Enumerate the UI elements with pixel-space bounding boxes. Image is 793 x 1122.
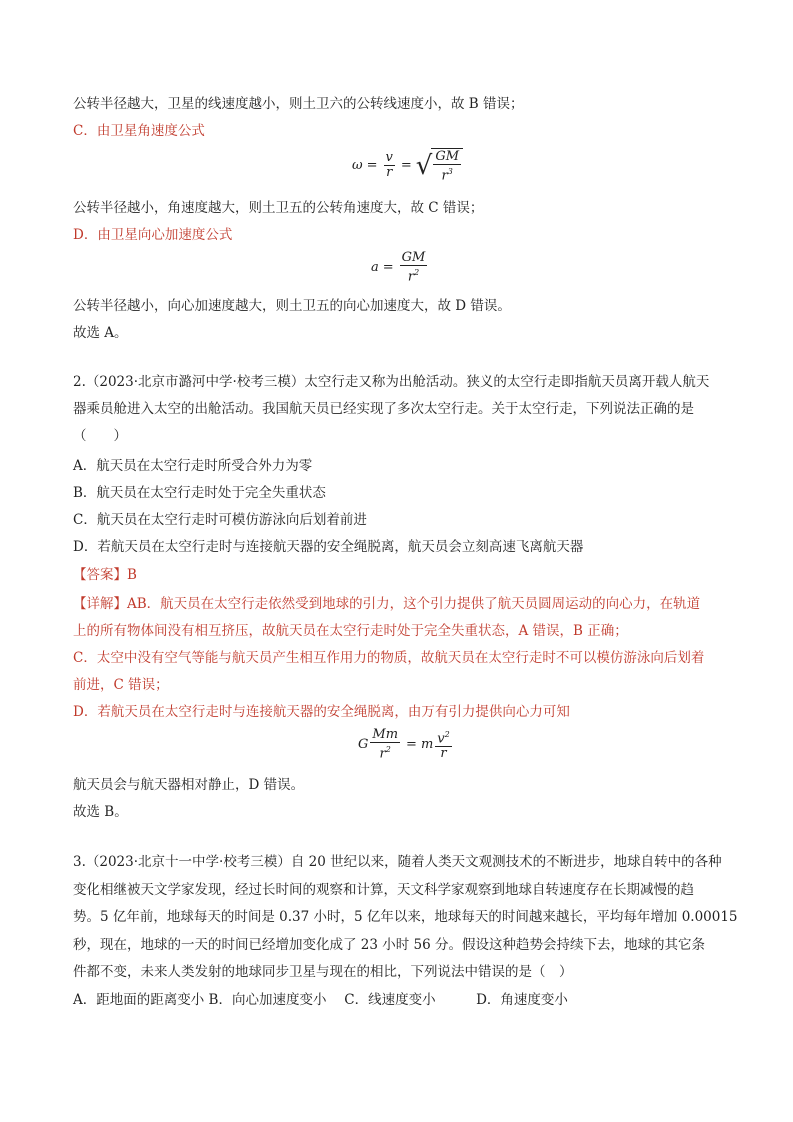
explanation: 故选 B。 xyxy=(73,804,128,820)
formula-gravitation: G $\frac{Mm}{r^2}$ = m $\frac{v^2}{r}$ xyxy=(358,727,450,762)
question-3-stem: 秒，现在，地球的一天的时间已经增加变化成了 23 小时 56 分。假设这种趋势会持续下去，地球的其它条 xyxy=(73,937,706,953)
text-line: 公转半径越小，向心加速度越大，则土卫五的向心加速度大，故 D 错误。 xyxy=(73,298,511,314)
question-3-stem: 3.（2023·北京十一中学·校考三模）自 20 世纪以来，随着人类天文观测技术的不断进步，地球自转中的各种 xyxy=(73,854,722,870)
question-3-stem: 件都不变，未来人类发射的地球同步卫星与现在的相比，下列说法中错误的是（ ） xyxy=(73,964,573,980)
text-line: D．由卫星向心加速度公式 xyxy=(73,227,233,243)
explanation: 上的所有物体间没有相互挤压，故航天员在太空行走时处于完全失重状态，A 错误，B 正确； xyxy=(73,623,628,639)
option-d: D．若航天员在太空行走时与连接航天器的安全绳脱离，航天员会立刻高速飞离航天器 xyxy=(73,539,584,555)
option-c: C．航天员在太空行走时可模仿游泳向后划着前进 xyxy=(73,512,367,528)
text-line: C．由卫星角速度公式 xyxy=(73,123,205,139)
text-line: 故选 A。 xyxy=(73,325,128,341)
explanation: D．若航天员在太空行走时与连接航天器的安全绳脱离，由万有引力提供向心力可知 xyxy=(73,704,570,720)
question-3-stem: 变化相继被天文学家发现，经过长时间的观察和计算，天文科学家观察到地球自转速度存在长期减慢的趋 xyxy=(73,882,694,898)
fraction: $\frac{v}{r}$ xyxy=(385,150,393,181)
omega-symbol: ω xyxy=(352,158,363,174)
text-line: 公转半径越大，卫星的线速度越小，则土卫六的公转线速度小，故 B 错误； xyxy=(73,96,524,112)
question-2-stem: （ ） xyxy=(73,428,127,444)
explanation: 前进，C 错误； xyxy=(73,677,169,693)
answer: 【答案】B xyxy=(73,567,137,583)
formula-centripetal-acceleration: a = $\frac{GM}{r^2}$ xyxy=(371,250,426,285)
explanation: 航天员会与航天器相对静止，D 错误。 xyxy=(73,777,305,793)
explanation: C．太空中没有空气等能与航天员产生相互作用力的物质，故航天员在太空行走时不可以模仿游泳向后划着 xyxy=(73,650,705,666)
question-3-stem: 势。5 亿年前，地球每天的时间是 0.37 小时，5 亿年以来，地球每天的时间越来越长，平均每年增加 0.00015 xyxy=(73,909,738,925)
question-2-stem: 器乘员舱进入太空的出舱活动。我国航天员已经实现了多次太空行走。关于太空行走，下列说法正确的是 xyxy=(73,401,694,417)
text-line: 公转半径越小，角速度越大，则土卫五的公转角速度大，故 C 错误； xyxy=(73,200,484,216)
question-2-stem: 2.（2023·北京市潞河中学·校考三模）太空行走又称为出舱活动。狭义的太空行走即指航天员离开载人航天 xyxy=(73,374,710,390)
sqrt: √ $\frac{GM}{r^3}$ xyxy=(416,148,463,183)
explanation: 【详解】AB．航天员在太空行走依然受到地球的引力，这个引力提供了航天员圆周运动的向心力，在轨道 xyxy=(73,596,701,612)
question-3-options: A．距地面的距离变小 B．向心加速度变小 C．线速度变小 D．角速度变小 xyxy=(73,992,568,1008)
option-b: B．航天员在太空行走时处于完全失重状态 xyxy=(73,485,326,501)
option-a: A．航天员在太空行走时所受合外力为零 xyxy=(73,458,313,474)
formula-angular-velocity: ω = $\frac{v}{r}$ = √ $\frac{GM}{r^3}$ xyxy=(352,148,463,183)
